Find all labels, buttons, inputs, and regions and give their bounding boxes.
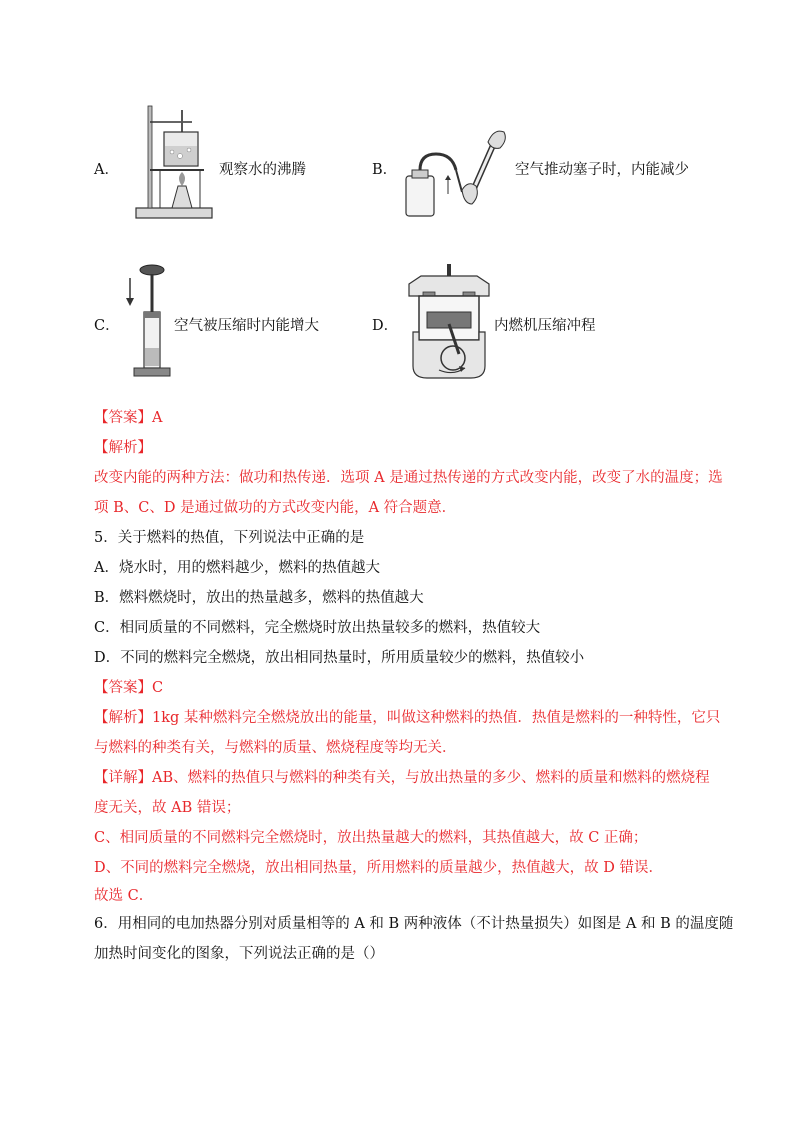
option-d-letter: D．	[372, 318, 399, 334]
q4-answer: 【答案】A	[94, 410, 163, 426]
q4-analysis-line: 项 B、C、D 是通过做功的方式改变内能，A 符合题意．	[94, 500, 457, 516]
q5-detail-line: C、相同质量的不同燃料完全燃烧时，放出热量越大的燃料，其热值越大，故 C 正确；	[94, 830, 648, 846]
q5-analysis-line: 【解析】1kg 某种燃料完全燃烧放出的能量，叫做这种燃料的热值．热值是燃料的一种特性，它只	[94, 710, 721, 726]
q5-detail-line: 【详解】AB、燃料的热值只与燃料的种类有关，与放出热量的多少、燃料的质量和燃料的燃烧程	[94, 770, 710, 786]
q5-question: 5．关于燃料的热值，下列说法中正确的是	[94, 530, 365, 546]
q5-analysis-line: 与燃料的种类有关，与燃料的质量、燃烧程度等均无关．	[94, 740, 457, 756]
q4-analysis-label: 【解析】	[94, 440, 152, 456]
air-compression-syringe-icon	[120, 262, 170, 380]
option-a-caption: 观察水的沸腾	[219, 162, 306, 178]
air-pushing-stopper-icon	[402, 120, 512, 220]
q5-option-a: A．烧水时，用的燃料越少，燃料的热值越大	[94, 560, 380, 576]
option-c-caption: 空气被压缩时内能增大	[174, 318, 319, 334]
q4-analysis-line: 改变内能的两种方法：做功和热传递．选项 A 是通过热传递的方式改变内能，改变了水的温度；选	[94, 470, 723, 486]
engine-compression-stroke-icon	[403, 262, 495, 382]
option-d-caption: 内燃机压缩冲程	[494, 318, 596, 334]
q5-detail-line: D、不同的燃料完全燃烧，放出相同热量，所用燃料的质量越少，热值越大，故 D 错误．	[94, 860, 663, 876]
q5-option-d: D．不同的燃料完全燃烧，放出相同热量时，所用质量较少的燃料，热值较小	[94, 650, 585, 666]
q5-option-b: B．燃料燃烧时，放出的热量越多，燃料的热值越大	[94, 590, 424, 606]
option-a-letter: A．	[94, 162, 119, 178]
boiling-water-apparatus-icon	[134, 100, 214, 220]
q5-detail-line: 故选 C．	[94, 888, 154, 904]
q6-question-line: 6．用相同的电加热器分别对质量相等的 A 和 B 两种液体（不计热量损失）如图是 A 和 B 的温度随	[94, 916, 734, 932]
q6-question-line: 加热时间变化的图象，下列说法正确的是（）	[94, 946, 384, 962]
option-b-caption: 空气推动塞子时，内能减少	[515, 162, 689, 178]
q5-option-c: C．相同质量的不同燃料，完全燃烧时放出热量较多的燃料，热值较大	[94, 620, 541, 636]
q5-answer: 【答案】C	[94, 680, 164, 696]
option-c-letter: C．	[94, 318, 120, 334]
option-b-letter: B．	[372, 162, 398, 178]
q5-detail-line: 度无关，故 AB 错误；	[94, 800, 241, 816]
